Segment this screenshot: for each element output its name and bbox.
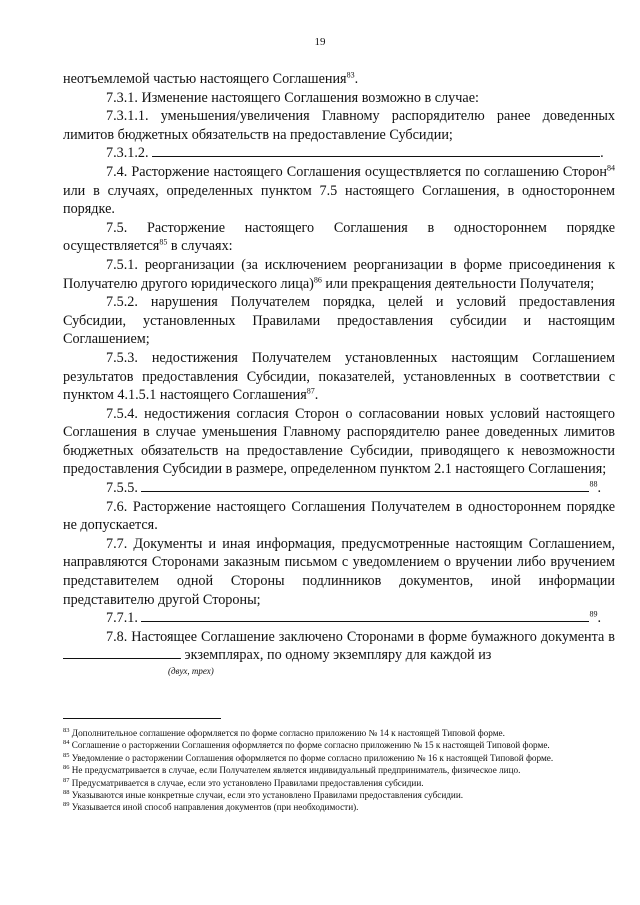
footnote-ref: 88 [589, 479, 598, 489]
clause-7-5-5: 7.5.5. $^{88}$. [106, 479, 602, 497]
clause-7-3-1-1: 7.3.1.1. уменьшения/увеличения Главному распорядителю ранее доведенных лимитов бюджетных обязательств на предоставление Субсидии; [63, 108, 615, 143]
footnote-ref: 84 [607, 163, 615, 173]
clause-7-5-2: 7.5.2. нарушения Получателем порядка, целей и условий предоставления Субсидии, установленных Правилами предоставления субсидии и настоящим Соглашением; [63, 294, 615, 348]
clause-7-3-1: 7.3.1. Изменение настоящего Соглашения возможно в случае: [106, 89, 479, 106]
footnote-86: $^{86}$ Не предусматривается в случае, если Получателем является индивидуальный предприниматель, физическое лицо. [63, 764, 521, 776]
document-body [63, 70, 615, 679]
clause-7-7: 7.7. Документы и иная информация, предусмотренные настоящим Соглашением, направляются Сторонами заказным письмом с уведомлением о вручении либо вручением представителем одной Стороны подлинников документов, иной информации представителю другой Стороны; [63, 535, 615, 608]
clause-7-5-1: 7.5.1. реорганизации (за исключением реорганизации в форме присоединения к Получателю другого юридического лица)$^{86}$ или прекращения деятельности Получателя; [63, 256, 615, 292]
footnote-ref: 87 [306, 386, 315, 396]
footnote-ref: 85 [159, 237, 168, 247]
footnote-83: $^{83}$ Дополнительное соглашение оформляется по форме согласно приложению № 14 к настоящей Типовой форме. [63, 726, 505, 738]
footnote-ref: 83 [346, 70, 355, 80]
footnote-ref: 89 [589, 609, 598, 619]
clause-7-6: 7.6. Расторжение настоящего Соглашения Получателем в одностороннем порядке не допускается. [63, 498, 615, 534]
footnote-ref: 86 [313, 274, 322, 284]
footnotes [63, 728, 623, 815]
clause-7-4: 7.4. Расторжение настоящего Соглашения осуществляется по соглашению Сторон$^{84}$ или в случаях, определенных пунктом 7.5 настоящего Соглашения, в одностороннем порядке. [63, 163, 615, 218]
blank-hint: (двух, трех) [168, 666, 214, 676]
clause-7-7-1: 7.7.1. $^{89}$. [106, 609, 602, 627]
blank-hint-row [63, 665, 615, 679]
fill-in-blank [141, 609, 589, 622]
fill-in-blank [152, 144, 600, 157]
footnote-89: $^{89}$ Указывается иной способ направления документов (при необходимости). [63, 801, 359, 813]
clause-7-5-4: 7.5.4. недостижения согласия Сторон о согласовании новых условий настоящего Соглашения в случае уменьшения Главному распорядителю ранее доведенных лимитов бюджетных обязательств на предоставление Субсидии, приводящего к невозможности предоставления Субсидии в размере, определенном пунктом 2.1 настоящего Соглашения; [63, 405, 615, 478]
fill-in-blank [141, 479, 589, 492]
clause-7-5: 7.5. Расторжение настоящего Соглашения в одностороннем порядке осуществляется$^{85}$ в случаях: [63, 219, 615, 255]
footnote-separator [63, 718, 221, 719]
paragraph-continuation: неотъемлемой частью настоящего Соглашения$^{83}$. [63, 70, 359, 87]
clause-7-8: 7.8. Настоящее Соглашение заключено Сторонами в форме бумажного документа в экземплярах, по одному экземпляру для каждой из [63, 628, 615, 665]
copies-blank [63, 646, 181, 659]
footnote-87: $^{87}$ Предусматривается в случае, если это установлено Правилами предоставления субсидии. [63, 776, 424, 788]
footnote-88: $^{88}$ Указываются иные конкретные случаи, если это установлено Правилами предоставления субсидии. [63, 788, 464, 801]
footnote-85: $^{85}$ Уведомление о расторжении Соглашения оформляется по форме согласно приложению № 16 к настоящей Типовой форме. [63, 751, 554, 763]
clause-7-5-3: 7.5.3. недостижения Получателем установленных настоящим Соглашением результатов предоставления Субсидии, показателей, установленных в соответствии с пунктом 4.1.5.1 настоящего Соглашения$^{87}$. [63, 349, 615, 404]
clause-7-3-1-2: 7.3.1.2. . [106, 145, 604, 162]
footnote-84: $^{84}$ Соглашение о расторжении Соглашения оформляется по форме согласно приложению № 15 к настоящей Типовой форме. [63, 739, 550, 751]
page-number: 19 [314, 36, 326, 48]
